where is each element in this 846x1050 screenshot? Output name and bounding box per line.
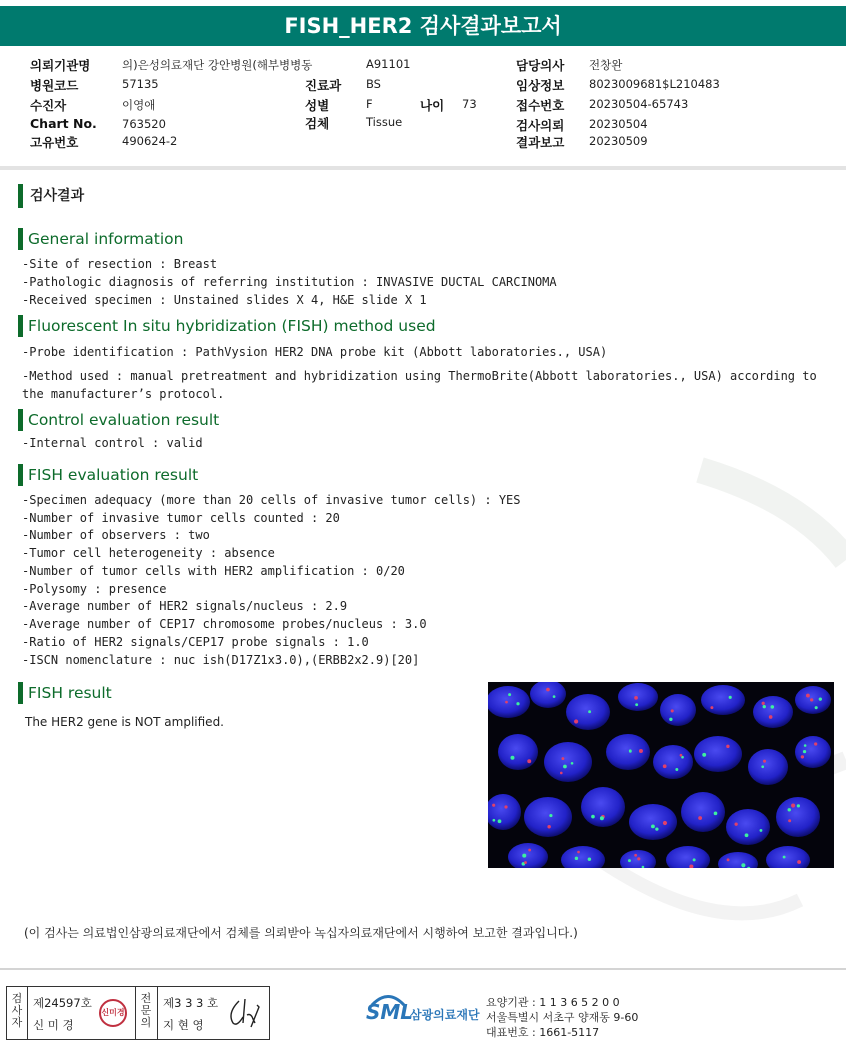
section-result-title: FISH result (18, 682, 112, 704)
doctor-value: 전창완 (589, 58, 623, 72)
cep17-signal (729, 696, 732, 699)
cep17-signal (788, 808, 791, 811)
her2-signal (810, 698, 813, 701)
her2-signal (492, 804, 495, 807)
cep17-signal (516, 702, 519, 705)
cell-nucleus (508, 843, 548, 868)
cep17-signal (575, 857, 578, 860)
her2-signal (788, 819, 791, 822)
cep17-signal (761, 765, 764, 768)
method-line: -Probe identification : PathVysion HER2 DNA probe kit (Abbott laboratories., USA) (22, 345, 608, 359)
disclaimer-text: (이 검사는 의료법인삼광의료재단에서 검체를 의뢰받아 녹십자의료재단에서 시행하여 보고한 결과입니다.) (24, 926, 578, 940)
phone-number: 대표번호 : 1661-5117 (486, 1026, 600, 1039)
section-method-title: Fluorescent In situ hybridization (FISH) method used (18, 315, 436, 337)
cell-nucleus (666, 846, 710, 868)
general-line: -Pathologic diagnosis of referring institution : INVASIVE DUCTAL CARCINOMA (22, 275, 557, 289)
institution-value: 의)은성의료재단 강안병원(해부병병동 (122, 58, 313, 72)
cep17-signal (571, 762, 574, 765)
patient-value: 이영애 (122, 98, 156, 112)
cep17-signal (675, 768, 678, 771)
logo-mark: SML (366, 1000, 414, 1024)
her2-signal (727, 858, 730, 861)
cep17-signal (741, 863, 745, 867)
examiner-name: 신 미 경 (33, 1018, 74, 1032)
her2-signal (505, 701, 508, 704)
cep17-signal (797, 804, 800, 807)
evaluation-line: -Polysomy : presence (22, 582, 167, 596)
cep17-signal (693, 858, 696, 861)
address: 서울특별시 서초구 양재동 9-60 (486, 1011, 639, 1024)
dept-label: 진료과 (305, 78, 342, 93)
cell-nucleus (795, 736, 831, 768)
her2-signal (561, 757, 564, 760)
cell-nucleus (544, 742, 592, 782)
cell-nucleus (566, 694, 610, 730)
her2-signal (637, 857, 640, 860)
cep17-signal (635, 703, 638, 706)
chart-no-label: Chart No. (30, 116, 97, 131)
sex-value: F (366, 97, 373, 111)
cell-nucleus (618, 683, 658, 711)
her2-signal (680, 754, 683, 757)
her2-signal (663, 821, 667, 825)
her2-signal (797, 860, 801, 864)
cep17-signal (655, 827, 658, 830)
evaluation-line: -Number of observers : two (22, 528, 210, 542)
age-label: 나이 (420, 98, 445, 113)
hospital-code-label: 병원코드 (30, 78, 79, 93)
signature-box (6, 986, 270, 1040)
her2-signal (801, 755, 804, 758)
her2-signal (504, 805, 507, 808)
her2-signal (574, 719, 578, 723)
evaluation-line: -Tumor cell heterogeneity : absence (22, 546, 275, 560)
chart-no-value: 763520 (122, 117, 166, 131)
specialist-signature (225, 993, 265, 1031)
cell-nucleus (726, 809, 770, 845)
section-evaluation-title: FISH evaluation result (18, 464, 198, 486)
her2-signal (698, 816, 702, 820)
cell-nucleus (629, 804, 677, 840)
request-date-label: 검사의뢰 (516, 118, 565, 133)
report-date-label: 결과보고 (516, 135, 565, 150)
cep17-signal (815, 706, 818, 709)
cell-nucleus (766, 846, 810, 868)
cep17-signal (628, 859, 631, 862)
cep17-signal (563, 765, 567, 769)
cep17-signal (819, 698, 822, 701)
cep17-signal (522, 854, 526, 858)
dept-value: BS (366, 77, 381, 91)
cep17-signal (511, 756, 515, 760)
general-line: -Received specimen : Unstained slides X 4, H&E slide X 1 (22, 293, 427, 307)
general-line: -Site of resection : Breast (22, 257, 218, 271)
patient-label: 수진자 (30, 98, 67, 113)
clinical-info-label: 임상정보 (516, 78, 565, 93)
her2-signal (527, 759, 531, 763)
fish-micrograph-drawing (488, 682, 834, 868)
receipt-value: 20230504-65743 (589, 97, 689, 111)
section-general-title: General information (18, 228, 183, 250)
specimen-value: Tissue (366, 115, 403, 129)
specialist-name: 지 현 영 (163, 1018, 204, 1032)
her2-signal (639, 749, 643, 753)
cell-nucleus (488, 686, 530, 718)
examiner-label: 검사자 (11, 992, 23, 1029)
cell-nucleus (776, 797, 820, 837)
cell-nucleus (718, 852, 758, 868)
specimen-label: 검체 (305, 116, 330, 131)
specialist-license-no: 제3 3 3 호 (163, 996, 219, 1010)
examiner-seal: 신미경 (99, 999, 127, 1027)
facility-number: 요양기관 : 1 1 3 6 5 2 0 0 (486, 996, 620, 1009)
evaluation-line: -Number of tumor cells with HER2 amplification : 0/20 (22, 564, 405, 578)
her2-signal (769, 715, 773, 719)
patient-header (0, 52, 846, 158)
cell-nucleus (701, 685, 745, 715)
specialist-label: 전문의 (140, 992, 152, 1029)
age-value: 73 (462, 97, 477, 111)
cep17-signal (714, 811, 718, 815)
clinical-info-value: 8023009681$L210483 (589, 77, 720, 91)
her2-signal (547, 825, 550, 828)
cell-nucleus (524, 797, 572, 837)
cep17-signal (588, 710, 591, 713)
cell-nucleus (530, 682, 566, 708)
evaluation-line: -ISCN nomenclature : nuc ish(D17Z1x3.0),(ERBB2x2.9)[20] (22, 653, 420, 667)
unique-no-label: 고유번호 (30, 135, 79, 150)
her2-signal (560, 772, 563, 775)
cep17-signal (783, 856, 786, 859)
hospital-code-value: 57135 (122, 77, 159, 91)
cell-nucleus (498, 734, 538, 770)
evaluation-line: -Average number of CEP17 chromosome probes/nucleus : 3.0 (22, 617, 427, 631)
her2-signal (763, 760, 766, 763)
footer-divider (0, 968, 846, 970)
cep17-signal (498, 819, 502, 823)
cell-nucleus (581, 787, 625, 827)
cell-nucleus (561, 846, 605, 868)
doctor-label: 담당의사 (516, 58, 565, 73)
cep17-signal (600, 816, 604, 820)
her2-signal (663, 764, 667, 768)
cep17-signal (508, 693, 511, 696)
logo-name: 삼광의료재단 (410, 1008, 480, 1022)
evaluation-line: -Average number of HER2 signals/nucleus : 2.9 (22, 599, 348, 613)
cep17-signal (760, 829, 763, 832)
cep17-signal (804, 744, 807, 747)
her2-signal (546, 688, 550, 692)
cep17-signal (763, 705, 766, 708)
sex-label: 성별 (305, 98, 330, 113)
her2-signal (814, 742, 817, 745)
unique-no-value: 490624-2 (122, 134, 178, 148)
institution-label: 의뢰기관명 (30, 58, 91, 73)
cep17-signal (549, 814, 552, 817)
evaluation-line: -Ratio of HER2 signals/CEP17 probe signals : 1.0 (22, 635, 369, 649)
evaluation-line: -Specimen adequacy (more than 20 cells of invasive tumor cells) : YES (22, 493, 521, 507)
cep17-signal (591, 815, 595, 819)
her2-signal (524, 861, 527, 864)
receipt-label: 접수번호 (516, 98, 565, 113)
cep17-signal (493, 819, 496, 822)
her2-signal (577, 851, 580, 854)
ward-code-value: A91101 (366, 57, 411, 71)
cell-nucleus (488, 794, 521, 830)
header-divider (0, 166, 846, 170)
section-control-title: Control evaluation result (18, 409, 219, 431)
her2-signal (806, 694, 810, 698)
her2-signal (710, 706, 713, 709)
cep17-signal (629, 750, 632, 753)
cell-nucleus (660, 694, 696, 726)
her2-signal (528, 849, 531, 852)
fish-micrograph (488, 682, 834, 868)
her2-signal (762, 702, 765, 705)
cep17-signal (745, 833, 749, 837)
result-title: 검사결과 (18, 184, 84, 208)
examiner-license-no: 제24597호 (33, 996, 92, 1010)
her2-signal (791, 803, 795, 807)
cell-nucleus (653, 745, 693, 779)
her2-signal (726, 745, 729, 748)
method-line: -Method used : manual pretreatment and hybridization using ThermoBrite(Abbott laboratories., USA) according to the manufacturer’s protocol. (22, 369, 817, 401)
report-date-value: 20230509 (589, 134, 648, 148)
result-text: The HER2 gene is NOT amplified. (25, 715, 224, 729)
request-date-value: 20230504 (589, 117, 648, 131)
cell-nucleus (694, 736, 742, 772)
cep17-signal (651, 824, 655, 828)
cep17-signal (771, 705, 775, 709)
cell-nucleus (753, 696, 793, 728)
evaluation-line: -Number of invasive tumor cells counted : 20 (22, 511, 340, 525)
control-line: -Internal control : valid (22, 436, 203, 450)
her2-signal (734, 822, 737, 825)
cell-nucleus (748, 749, 788, 785)
her2-signal (634, 854, 637, 857)
her2-signal (671, 709, 674, 712)
cell-nucleus (606, 734, 650, 770)
cep17-signal (553, 695, 556, 698)
cep17-signal (669, 718, 672, 721)
her2-signal (634, 696, 638, 700)
cell-nucleus (681, 792, 725, 832)
report-title: FISH_HER2 검사결과보고서 (0, 6, 846, 46)
cep17-signal (588, 858, 591, 861)
cep17-signal (702, 753, 706, 757)
cep17-signal (803, 750, 806, 753)
